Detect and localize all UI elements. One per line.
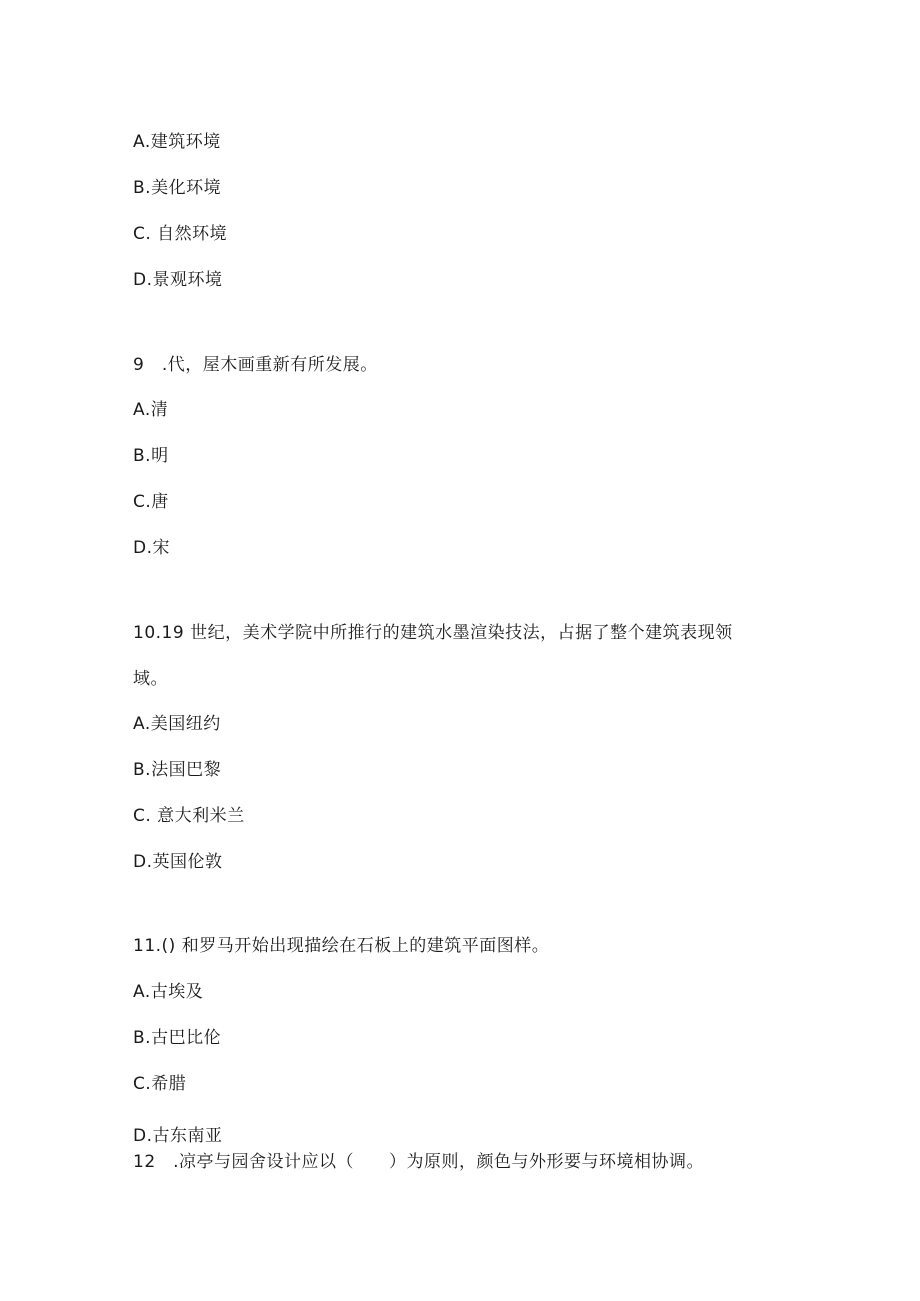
q11-option-d: D.古东南亚: [133, 1126, 223, 1146]
q9-option-b: B.明: [133, 446, 169, 466]
q9-stem: 9 .代，屋木画重新有所发展。: [133, 355, 378, 375]
q11-stem: 11.() 和罗马开始出现描绘在石板上的建筑平面图样。: [133, 936, 550, 956]
q10-option-b: B.法国巴黎: [133, 760, 222, 780]
q10-stem-line2: 域。: [133, 669, 168, 689]
q11-option-a: A.古埃及: [133, 982, 204, 1002]
q8-option-a: A.建筑环境: [133, 132, 221, 152]
q9-option-a: A.清: [133, 400, 169, 420]
q8-option-c: C. 自然环境: [133, 224, 228, 244]
q8-option-d: D.景观环境: [133, 270, 223, 290]
q9-option-c: C.唐: [133, 492, 169, 512]
q10-option-d: D.英国伦敦: [133, 852, 223, 872]
q11-option-c: C.希腊: [133, 1074, 187, 1094]
q10-option-a: A.美国纽约: [133, 714, 221, 734]
q10-option-c: C. 意大利米兰: [133, 806, 245, 826]
q10-stem-line1: 10.19 世纪，美术学院中所推行的建筑水墨渲染技法，占据了整个建筑表现领: [133, 623, 733, 643]
q11-option-b: B.古巴比伦: [133, 1028, 222, 1048]
q12-stem: 12 .凉亭与园舍设计应以（ ）为原则，颜色与外形要与环境相协调。: [133, 1152, 705, 1172]
q9-option-d: D.宋: [133, 538, 170, 558]
q8-option-b: B.美化环境: [133, 178, 222, 198]
